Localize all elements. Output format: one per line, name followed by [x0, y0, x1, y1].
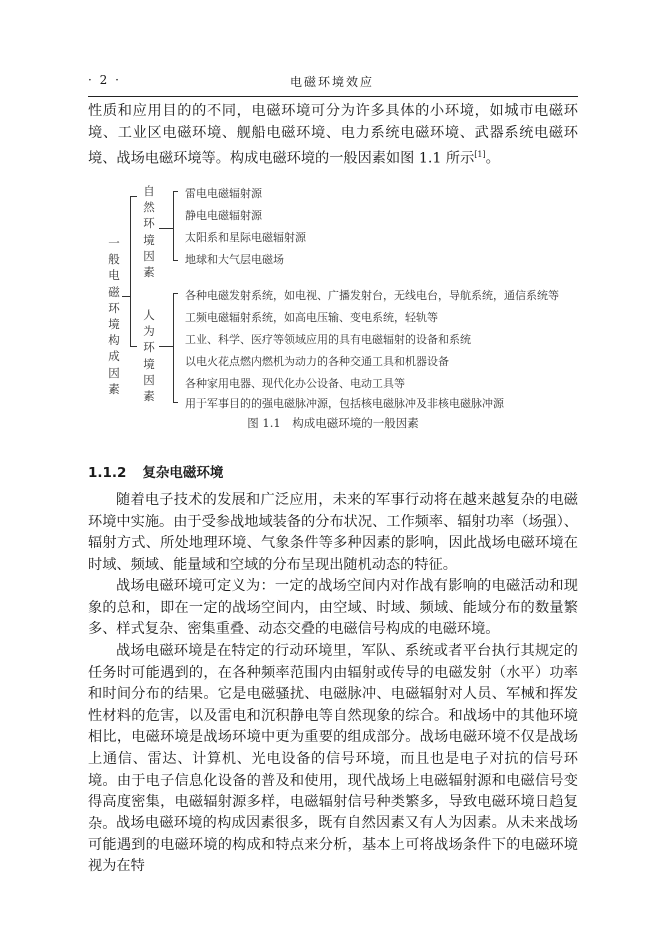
section-heading — [88, 461, 223, 481]
human-item: 各种家用电器、现代化办公设备、电动工具等 — [185, 377, 405, 390]
intro-text: 性质和应用目的的不同，电磁环境可分为许多具体的小环境，如城市电磁环境、工业区电磁环境、舰船电磁环境、电力系统电磁环境、武器系统电磁环境、战场电磁环境等。构成电磁环境的一般因素如图 1.1 所示 — [88, 103, 578, 167]
section-title: 复杂电磁环境 — [142, 465, 224, 481]
root-bracket — [130, 196, 131, 347]
natural-bracket-bottom — [173, 260, 178, 261]
human-bracket-top — [173, 293, 178, 294]
citation: [1] — [474, 150, 486, 160]
body-paragraph: 战场电磁环境的构成因素很多，既有自然因素又有人为因素。从未来战场可能遇到的电磁环境的构成和特点来分析，基本上可将战场条件下的电磁环境视为在特 — [88, 815, 578, 875]
human-connector — [159, 346, 173, 347]
page-header — [88, 70, 576, 92]
human-bracket — [173, 293, 174, 403]
branch-label-natural: 自然环境因素 — [143, 184, 155, 280]
natural-bracket-top — [173, 191, 178, 192]
human-item: 用于军事目的的强电磁脉冲源，包括核电磁脉冲及非核电磁脉冲源 — [185, 397, 504, 410]
human-item: 以电火花点燃内燃机为动力的各种交通工具和机器设备 — [185, 355, 449, 368]
header-rule — [88, 96, 578, 97]
natural-bracket — [173, 191, 174, 261]
root-label: 一般电磁环境构成因素 — [108, 236, 120, 396]
human-bracket-bottom — [173, 402, 178, 403]
intro-end: 。 — [485, 150, 500, 167]
body-paragraph: 随着电子技术的发展和广泛应用，未来的军事行动将在越来越复杂的电磁环境中实施。由于受参战地域装备的分布状况、工作频率、辐射功率（场强）、辐射方式、所处地理环境、气象条件等多种因素的影响，因此战场电磁环境在时域、频域、能量域和空域的分布呈现出随机动态的特征。 — [88, 492, 578, 573]
root-connector — [122, 296, 130, 297]
intro-paragraph — [88, 101, 578, 171]
branch-label-human: 人为环境因素 — [143, 308, 155, 404]
root-bracket-top — [130, 196, 137, 197]
natural-item: 太阳系和星际电磁辐射源 — [185, 231, 306, 244]
root-bracket-bottom — [130, 346, 137, 347]
figure-diagram — [105, 183, 565, 413]
natural-item: 雷电电磁辐射源 — [185, 187, 262, 200]
section-number: 1.1.2 — [88, 465, 127, 481]
human-item: 各种电磁发射系统，如电视、广播发射台，无线电台，导航系统，通信系统等 — [185, 289, 559, 302]
page-number: · 2 · — [88, 73, 121, 87]
body-paragraph: 战场电磁环境是在特定的行动环境里，军队、系统或者平台执行其规定的任务时可能遇到的，在各种频率范围内由辐射或传导的电磁发射（水平）功率和时间分布的结果。它是电磁骚扰、电磁脉冲、电磁辐射对人员、军械和挥发性材料的危害，以及雷电和沉积静电等自然现象的综合。和战场中的其他环境相比，电磁环境是战场环境中更为重要的组成部分。战场电磁环境不仅是战场上通信、雷达、计算机、光电设备的信号环境，而且也是电子对抗的信号环境。由于电子信息化设备的普及和使用，现代战场上电磁辐射源和电磁信号变得高度密集，电磁辐射源多样，电磁辐射信号种类繁多，导致电磁环境日趋复杂。 — [88, 643, 578, 832]
body-paragraph: 战场电磁环境可定义为：一定的战场空间内对作战有影响的电磁活动和现象的总和，即在一定的战场空间内，由空域、时域、频域、能域分布的数量繁多、样式复杂、密集重叠、动态交叠的电磁信号构成的电磁环境。 — [88, 578, 578, 638]
figure-caption: 图 1.1 构成电磁环境的一般因素 — [247, 416, 419, 430]
human-item: 工业、科学、医疗等领域应用的具有电磁辐射的设备和系统 — [185, 333, 471, 346]
natural-item: 地球和大气层电磁场 — [185, 253, 284, 266]
natural-connector — [159, 228, 173, 229]
running-title: 电磁环境效应 — [289, 75, 374, 89]
natural-item: 静电电磁辐射源 — [185, 209, 262, 222]
human-item: 工频电磁辐射系统，如高电压输、变电系统，轻轨等 — [185, 311, 438, 324]
